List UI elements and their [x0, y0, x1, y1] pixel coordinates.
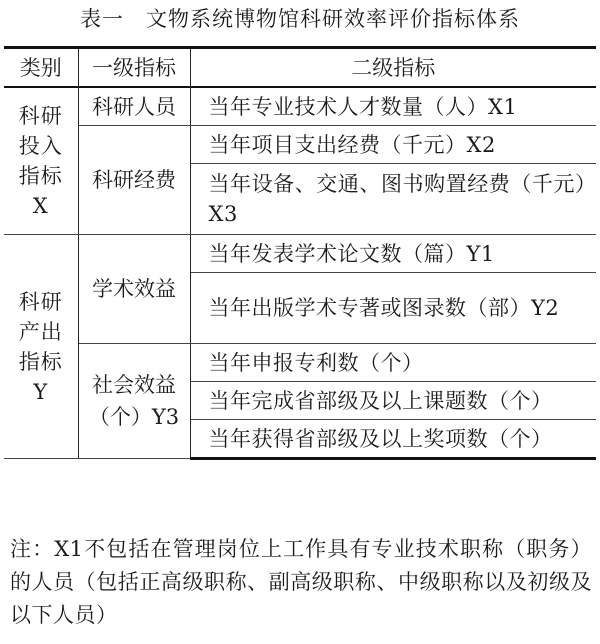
table-row: [4, 235, 596, 273]
table-row: [4, 344, 596, 382]
category-label: 科研产出指标Y: [18, 289, 63, 404]
category-label: 科研投入指标X: [18, 104, 63, 218]
indicator-table: [4, 46, 596, 460]
table-note: [10, 533, 592, 632]
header-level2: 二级指标: [190, 48, 596, 88]
level2-cell: 当年完成省部级及以上课题数（个）: [190, 382, 596, 420]
note-text: X1不包括在管理岗位上工作具有专业技术职称（职务）的人员（包括正高级职称、副高级职称、中级职称以及初级及以下人员）: [10, 537, 593, 627]
level1-cell: 科研经费: [78, 126, 190, 235]
category-cell-input: [4, 87, 78, 235]
header-category: 类别: [4, 48, 78, 88]
header-level1: 一级指标: [78, 48, 190, 88]
level2-cell: 当年专业技术人才数量（人）X1: [190, 87, 596, 126]
table-row: [4, 87, 596, 126]
table-header-row: [4, 48, 596, 88]
table-title: 表一 文物系统博物馆科研效率评价指标体系: [80, 7, 520, 31]
level2-cell: 当年设备、交通、图书购置经费（千元）X3: [190, 164, 596, 235]
category-cell-output: [4, 235, 78, 459]
level2-cell: 当年申报专利数（个）: [190, 344, 596, 382]
level1-cell: 社会效益（个）Y3: [78, 344, 190, 459]
note-label: 注：: [10, 537, 55, 561]
level2-cell: 当年出版学术专著或图录数（部）Y2: [190, 273, 596, 344]
level2-cell: 当年发表学术论文数（篇）Y1: [190, 235, 596, 273]
level1-cell: 学术效益: [78, 235, 190, 344]
level2-cell: 当年项目支出经费（千元）X2: [190, 126, 596, 164]
level1-cell: 科研人员: [78, 87, 190, 126]
level2-cell: 当年获得省部级及以上奖项数（个）: [190, 420, 596, 459]
table-row: [4, 126, 596, 164]
